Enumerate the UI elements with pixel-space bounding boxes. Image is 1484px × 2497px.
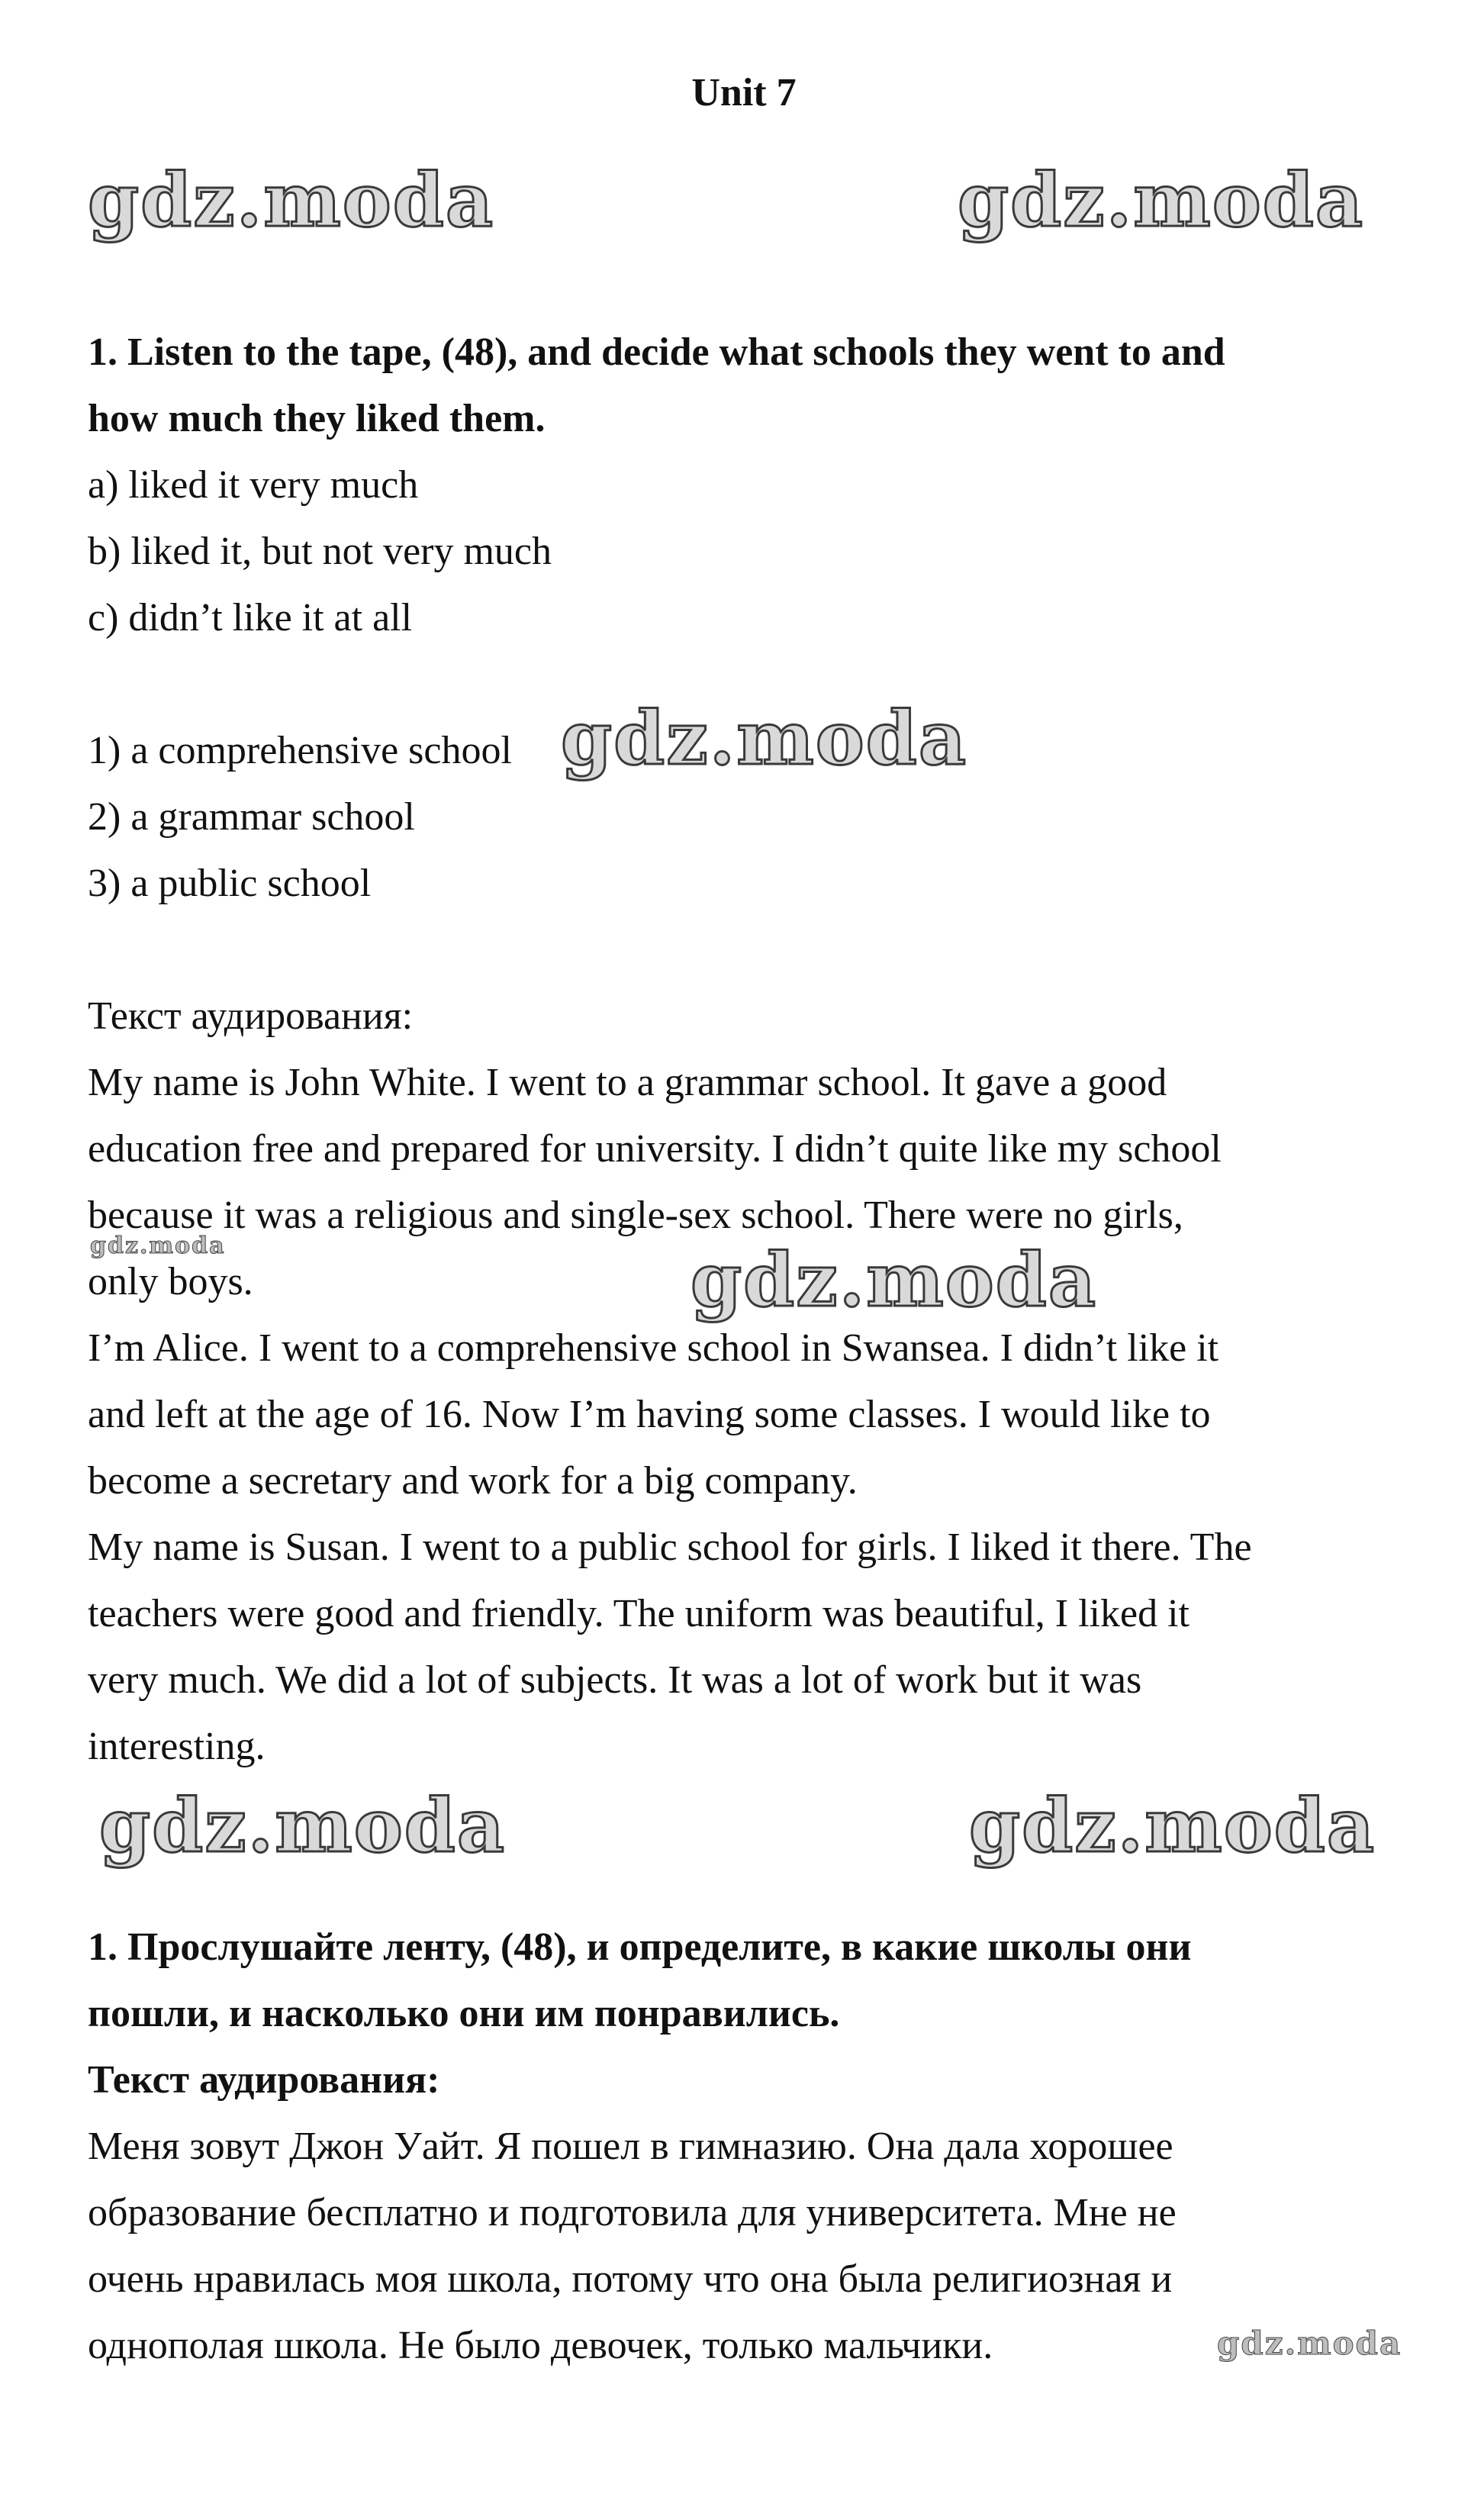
watermark-bottom-left: gdz.moda [99,1783,507,1869]
watermark-small-left: gdz.moda [90,1232,226,1259]
transcript-line: teachers were good and friendly. The uniform was beautiful, I liked it [88,1592,1189,1635]
transcript-label-en: Текст аудирования: [88,994,414,1038]
school-3: 3) a public school [88,862,372,905]
option-b: b) liked it, but not very much [88,530,552,573]
watermark-bottom-right: gdz.moda [969,1783,1376,1869]
option-c: c) didn’t like it at all [88,596,413,640]
transcript-line: only boys. [88,1260,253,1303]
exercise-ru-heading-line2: пошли, и насколько они им понравились. [88,1992,840,2035]
transcript-line-ru: Меня зовут Джон Уайт. Я пошел в гимназию. Она дала хорошее [88,2125,1173,2168]
transcript-line: very much. We did a lot of subjects. It was a lot of work but it was [88,1658,1142,1702]
transcript-line: My name is John White. I went to a grammar school. It gave a good [88,1061,1167,1104]
school-1: 1) a comprehensive school [88,729,512,772]
exercise-ru-heading-line1: 1. Прослушайте ленту, (48), и определите, в какие школы они [88,1925,1192,1969]
transcript-line: interesting. [88,1725,266,1768]
transcript-line: become a secretary and work for a big company. [88,1459,858,1503]
transcript-line-ru: однополая школа. Не было девочек, только мальчики. [88,2324,993,2367]
transcript-line-ru: образование бесплатно и подготовила для университета. Мне не [88,2191,1177,2234]
unit-title: Unit 7 [691,71,797,114]
watermark-mid-2: gdz.moda [690,1237,1098,1323]
transcript-label-ru: Текст аудирования: [88,2058,440,2102]
school-2: 2) a grammar school [88,795,415,839]
watermark-small-right: gdz.moda [1217,2325,1402,2362]
transcript-line: education free and prepared for university. I didn’t quite like my school [88,1127,1222,1171]
transcript-line: because it was a religious and single-sex school. There were no girls, [88,1194,1183,1237]
watermark-mid-1: gdz.moda [561,695,968,781]
exercise-en-heading-line2: how much they liked them. [88,397,546,440]
transcript-line: My name is Susan. I went to a public school for girls. I liked it there. The [88,1526,1252,1569]
transcript-line: I’m Alice. I went to a comprehensive school in Swansea. I didn’t like it [88,1326,1219,1370]
option-a: a) liked it very much [88,463,419,507]
watermark-top-right: gdz.moda [958,157,1365,243]
exercise-en-heading-line1: 1. Listen to the tape, (48), and decide what schools they went to and [88,330,1225,374]
transcript-line-ru: очень нравилась моя школа, потому что она была религиозная и [88,2257,1173,2301]
watermark-top-left: gdz.moda [88,157,495,243]
transcript-line: and left at the age of 16. Now I’m having some classes. I would like to [88,1393,1211,1436]
